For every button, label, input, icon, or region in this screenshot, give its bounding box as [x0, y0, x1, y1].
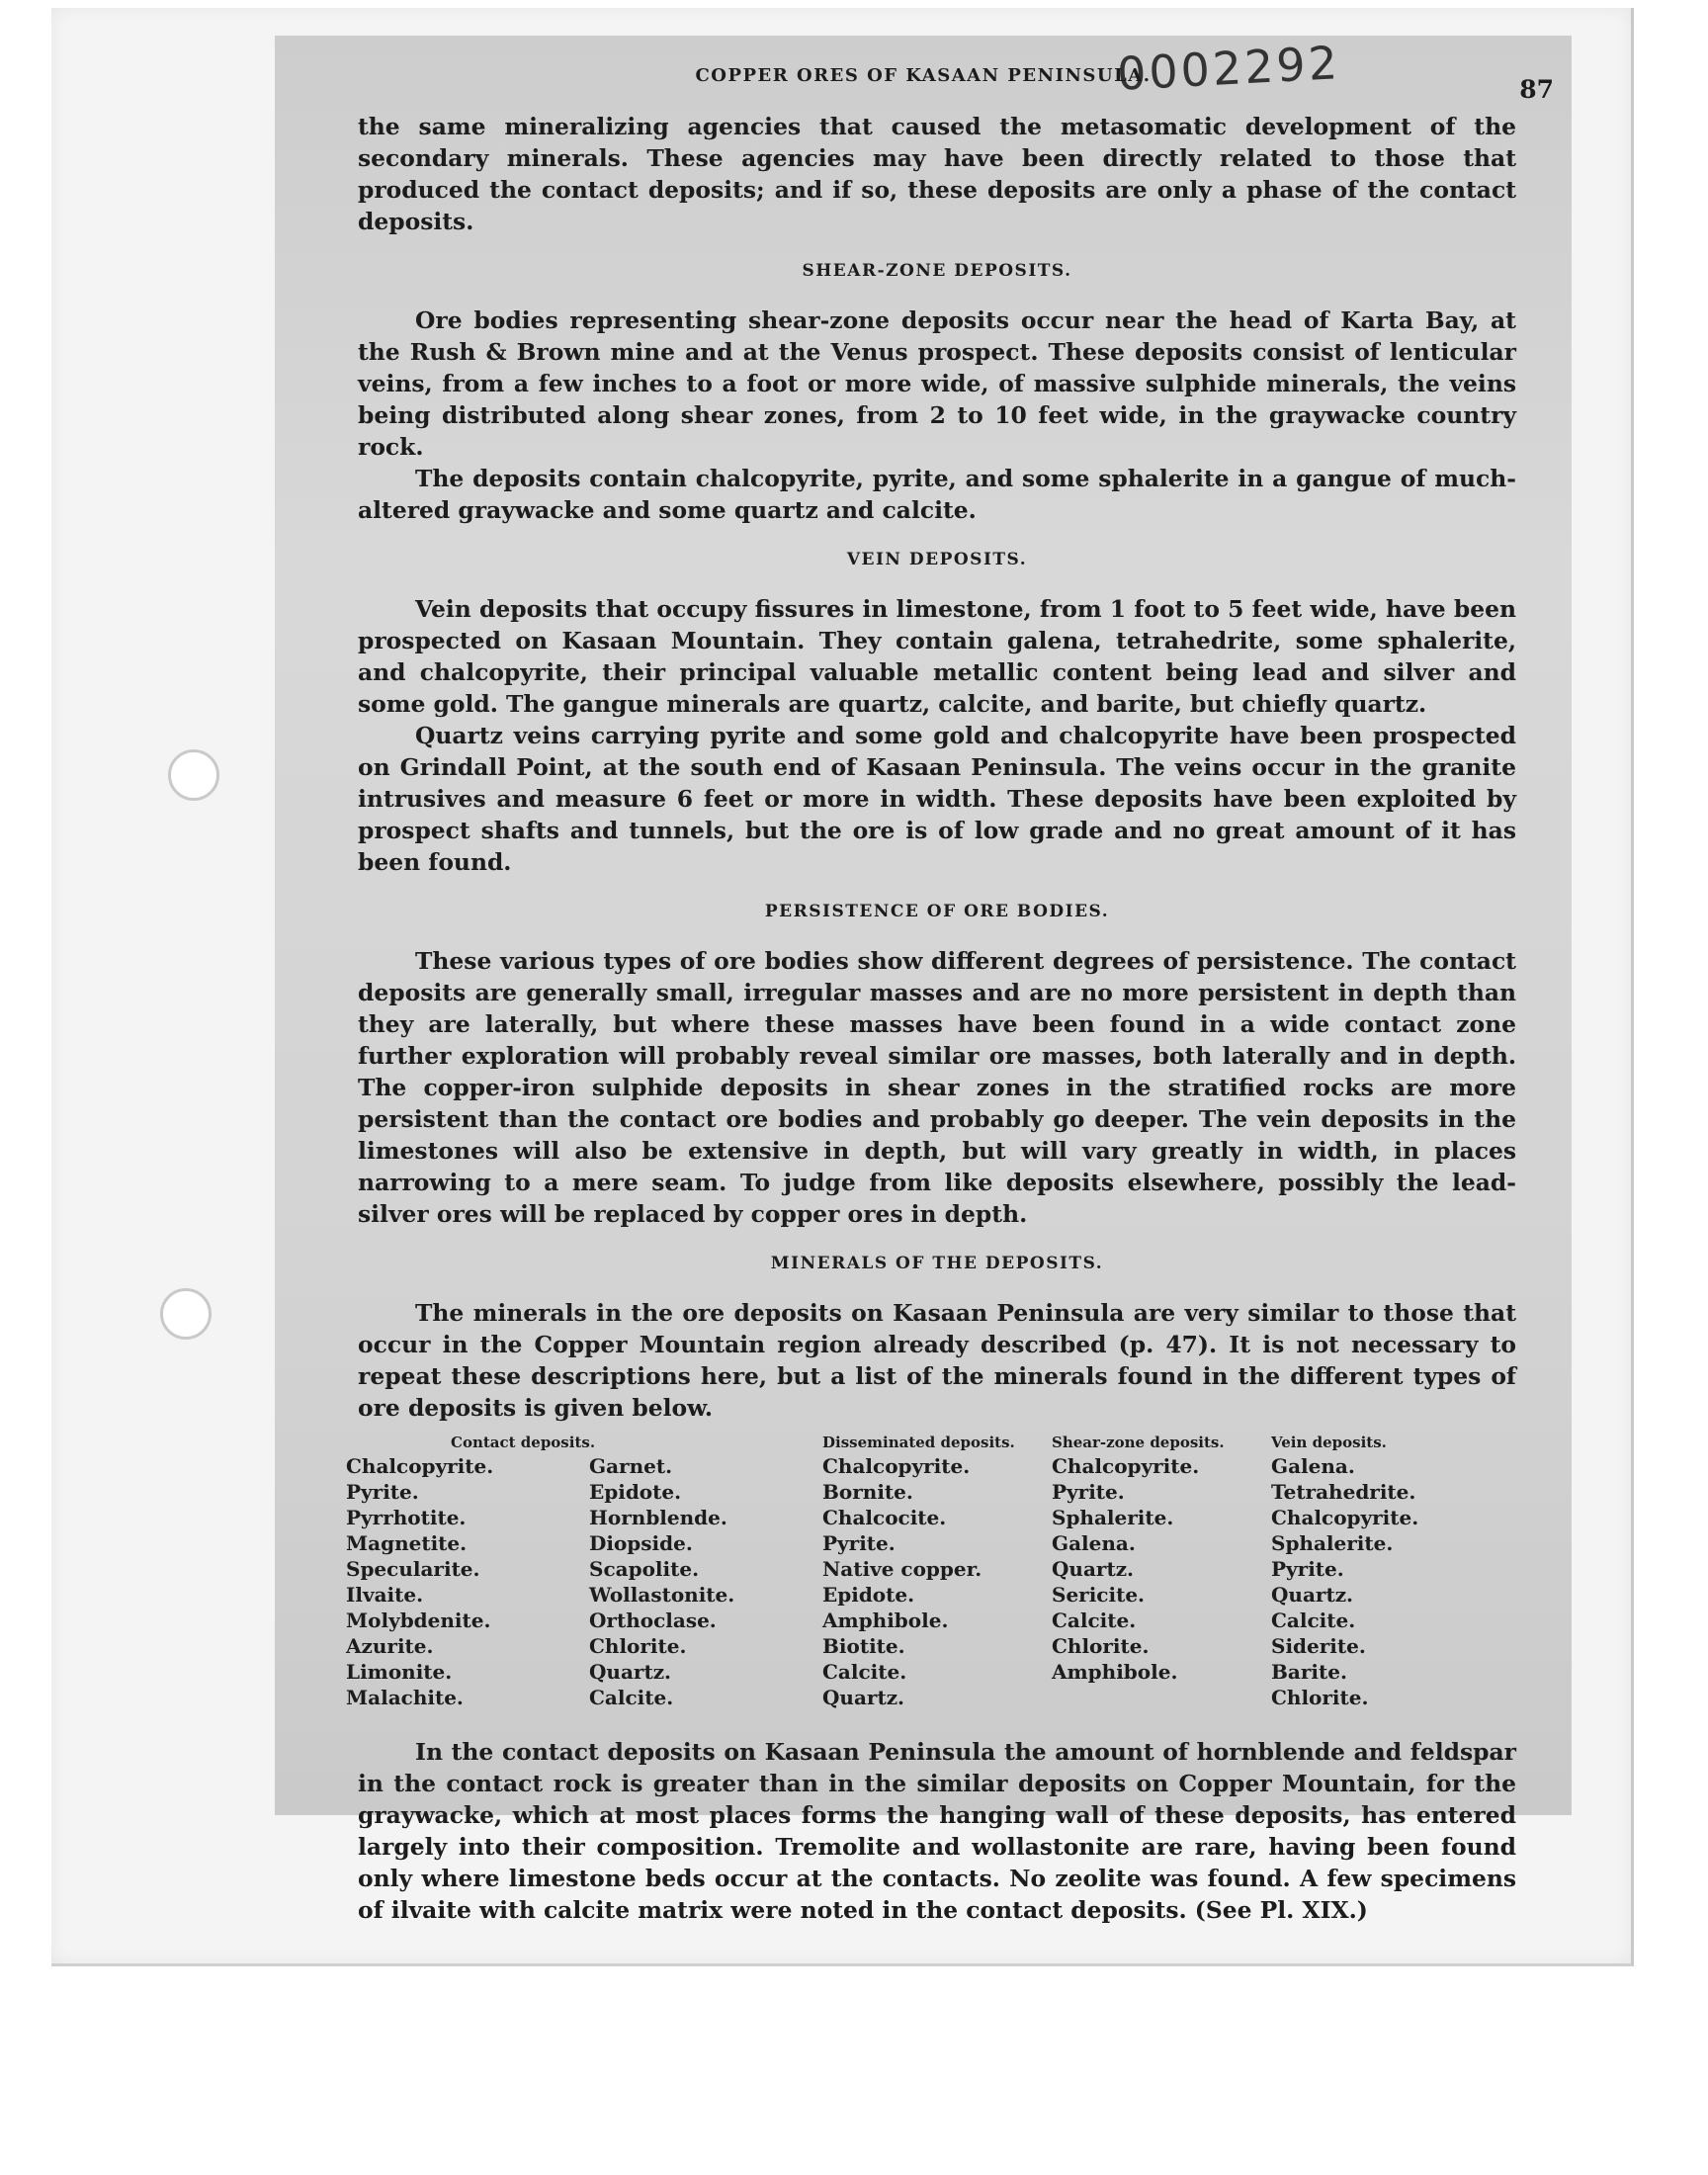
paragraph: The deposits contain chalcopyrite, pyrite, and some sphalerite in a gangue of much-altered graywacke and some quartz and calcite. [358, 465, 1516, 524]
mineral-item: Bornite. [822, 1480, 913, 1504]
section-heading-minerals: MINERALS OF THE DEPOSITS. [770, 1254, 1104, 1273]
mineral-item: Epidote. [589, 1480, 682, 1504]
mineral-item: Pyrite. [1271, 1557, 1344, 1581]
mineral-item: Ilvaite. [346, 1583, 424, 1607]
mineral-item: Sphalerite. [1271, 1531, 1394, 1555]
binder-hole [168, 749, 219, 801]
binder-hole [160, 1288, 212, 1340]
mineral-item: Pyrite. [1052, 1480, 1125, 1504]
mineral-item: Calcite. [589, 1686, 674, 1709]
mineral-item: Amphibole. [822, 1609, 949, 1632]
mineral-item: Limonite. [346, 1660, 453, 1684]
mineral-item: Molybdenite. [346, 1609, 491, 1632]
mineral-item: Native copper. [822, 1557, 982, 1581]
mineral-item: Azurite. [346, 1634, 434, 1658]
column-heading-contact: Contact deposits. [451, 1434, 596, 1451]
closing-paragraph: In the contact deposits on Kasaan Peninsula the amount of hornblende and feldspar in the contact rock is greater than in the similar deposits on Copper Mountain, for the graywacke, which at most places forms the hanging wall of these deposits, has entered largely into their composition. Tremolite and wollastonite are rare, having been found only where limestone beds occur at the contacts. No zeolite was found. A few specimens of ilvaite with calcite matrix were noted in the contact deposits. (See Pl. XIX.) [358, 1738, 1516, 1924]
mineral-item: Barite. [1271, 1660, 1347, 1684]
mineral-item: Calcite. [1271, 1609, 1356, 1632]
mineral-item: Biotite. [822, 1634, 905, 1658]
mineral-item: Chlorite. [1271, 1686, 1369, 1709]
mineral-item: Chalcopyrite. [346, 1454, 494, 1478]
mineral-item: Quartz. [822, 1686, 905, 1709]
minerals-column-contact-1 [346, 1430, 595, 1710]
mineral-item: Sericite. [1052, 1583, 1146, 1607]
mineral-item: Chalcopyrite. [1052, 1454, 1200, 1478]
minerals-column-contact-2 [589, 1430, 734, 1710]
mineral-item: Chalcocite. [822, 1506, 947, 1529]
body-text [346, 111, 1516, 1926]
mineral-item: Quartz. [589, 1660, 672, 1684]
mineral-item: Amphibole. [1052, 1660, 1178, 1684]
minerals-column-vein [1271, 1430, 1418, 1710]
mineral-item: Chlorite. [1052, 1634, 1150, 1658]
paragraph: Quartz veins carrying pyrite and some gold and chalcopyrite have been prospected on Grindall Point, at the south end of Kasaan Peninsula. The veins occur in the granite intrusives and measure 6 feet or more in width. These deposits have been exploited by prospect shafts and tunnels, but the ore is of low grade and no great amount of it has been found. [358, 722, 1516, 876]
mineral-item: Quartz. [1052, 1557, 1135, 1581]
column-heading-disseminated: Disseminated deposits. [822, 1434, 1015, 1451]
mineral-item: Specularite. [346, 1557, 480, 1581]
mineral-item: Tetrahedrite. [1271, 1480, 1416, 1504]
column-heading-shear-zone: Shear-zone deposits. [1052, 1434, 1225, 1451]
section-heading-persistence: PERSISTENCE OF ORE BODIES. [764, 902, 1110, 921]
mineral-item: Calcite. [822, 1660, 907, 1684]
mineral-item: Orthoclase. [589, 1609, 717, 1632]
minerals-table [346, 1430, 1516, 1728]
handwritten-stamp-number: 0002292 [1115, 36, 1342, 101]
paragraph: The minerals in the ore deposits on Kasaan Peninsula are very similar to those that occur in the Copper Mountain region already described (p. 47). It is not necessary to repeat these descriptions here, but a list of the minerals found in the different types of ore deposits is given below. [358, 1299, 1516, 1422]
mineral-item: Pyrite. [346, 1480, 419, 1504]
mineral-item: Diopside. [589, 1531, 693, 1555]
mineral-item: Chalcopyrite. [1271, 1506, 1419, 1529]
paragraph: Ore bodies representing shear-zone deposits occur near the head of Karta Bay, at the Rush & Brown mine and at the Venus prospect. These deposits consist of lenticular veins, from a few inches to a foot or more wide, of massive sulphide minerals, the veins being distributed along shear zones, from 2 to 10 feet wide, in the graywacke country rock. [358, 306, 1516, 461]
mineral-item: Galena. [1271, 1454, 1355, 1478]
mineral-item: Calcite. [1052, 1609, 1137, 1632]
page-number: 87 [1519, 75, 1554, 104]
mineral-item: Pyrrhotite. [346, 1506, 467, 1529]
column-heading-vein: Vein deposits. [1271, 1434, 1387, 1451]
intro-paragraph: the same mineralizing agencies that caused the metasomatic development of the secondary minerals. These agencies may have been directly related to those that produced the contact deposits; and if so, these deposits are only a phase of the contact deposits. [358, 113, 1516, 235]
section-heading-vein: VEIN DEPOSITS. [846, 550, 1028, 569]
mineral-item: Galena. [1052, 1531, 1136, 1555]
mineral-item: Scapolite. [589, 1557, 700, 1581]
minerals-column-shear-zone [1052, 1430, 1225, 1685]
mineral-item: Epidote. [822, 1583, 915, 1607]
mineral-item: Chalcopyrite. [822, 1454, 971, 1478]
mineral-item: Quartz. [1271, 1583, 1354, 1607]
running-head: COPPER ORES OF KASAAN PENINSULA. [695, 65, 1152, 86]
mineral-item: Hornblende. [589, 1506, 727, 1529]
mineral-item: Sphalerite. [1052, 1506, 1174, 1529]
paragraph: These various types of ore bodies show different degrees of persistence. The contact deposits are generally small, irregular masses and are no more persistent in depth than they are laterally, but where these masses have been found in a wide contact zone further exploration will probably reveal similar ore masses, both laterally and in depth. The copper-iron sulphide deposits in shear zones in the stratified rocks are more persistent than the contact ore bodies and probably go deeper. The vein deposits in the limestones will also be extensive in depth, but will vary greatly in width, in places narrowing to a mere seam. To judge from like deposits elsewhere, possibly the lead-silver ores will be replaced by copper ores in depth. [358, 947, 1516, 1228]
mineral-item: Malachite. [346, 1686, 464, 1709]
mineral-item: Chlorite. [589, 1634, 687, 1658]
mineral-item: Siderite. [1271, 1634, 1366, 1658]
book-page [275, 36, 1572, 1924]
mineral-item: Wollastonite. [589, 1583, 735, 1607]
mineral-item: Pyrite. [822, 1531, 896, 1555]
paragraph: Vein deposits that occupy fissures in limestone, from 1 foot to 5 feet wide, have been prospected on Kasaan Mountain. They contain galena, tetrahedrite, some sphalerite, and chalcopyrite, their principal valuable metallic content being lead and silver and some gold. The gangue minerals are quartz, calcite, and barite, but chiefly quartz. [358, 595, 1516, 718]
minerals-column-disseminated [822, 1430, 1015, 1710]
section-heading-shear-zone: SHEAR-ZONE DEPOSITS. [802, 261, 1072, 281]
mineral-item: Magnetite. [346, 1531, 468, 1555]
mineral-item: Garnet. [589, 1454, 673, 1478]
